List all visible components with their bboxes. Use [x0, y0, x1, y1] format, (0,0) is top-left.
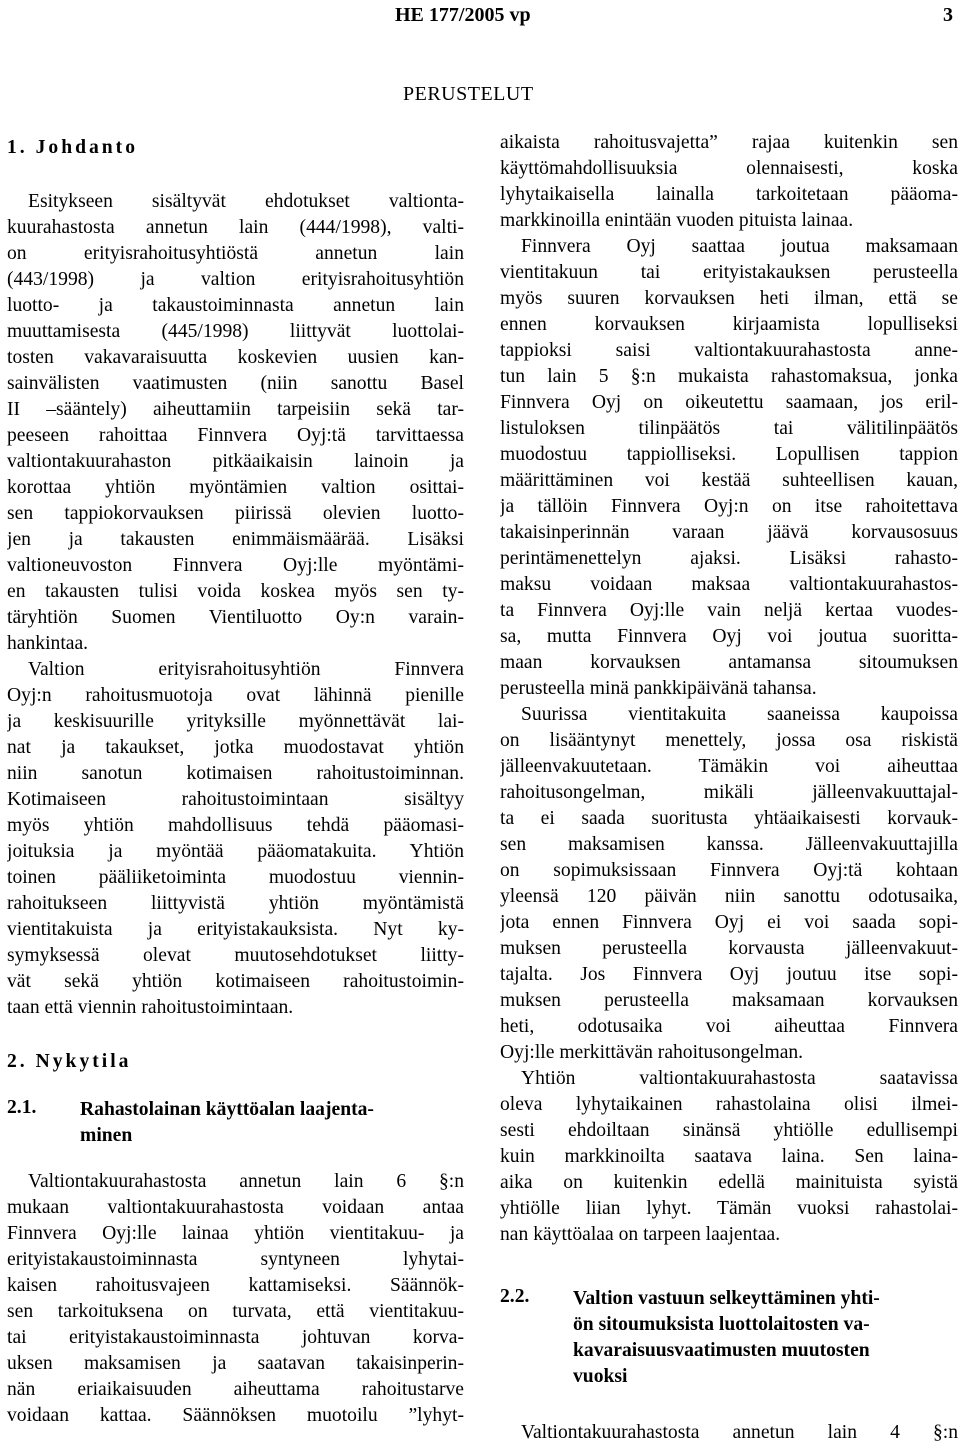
text-line: ja tällöin Finnvera Oyj:n on itse rahoitettava: [500, 496, 958, 517]
text-line: kuin markkinoilta saatava laina. Sen laina-: [500, 1146, 958, 1167]
text-line: tosten vakavaraisuutta koskevien uusien kan-: [7, 347, 464, 368]
text-line: yhtiölle liian lyhyt. Tämän vuoksi rahastolai-: [500, 1198, 958, 1219]
text-line: oleva lyhytaikainen rahastolaina olisi ilmei-: [500, 1094, 958, 1115]
subsection-title-line: vuoksi: [573, 1366, 628, 1387]
right-column: [500, 130, 958, 1446]
text-line: jota ennen Finnvera Oyj ei voi saada sopi-: [500, 912, 958, 933]
text-line: peeseen rahoittaa Finnvera Oyj:tä tarvittaessa: [7, 425, 464, 446]
subsection-title-line: kavaraisuusvaatimusten muutosten: [573, 1340, 870, 1361]
text-line: on erityisrahoitusyhtiöstä annetun lain: [7, 243, 464, 264]
text-line: ennen korvauksen kirjaamista lopulliseksi: [500, 314, 958, 335]
text-line: vientitakuista ja erityistakauksista. Nyt ky-: [7, 919, 464, 940]
paragraph: [500, 130, 958, 234]
text-line: muksen perusteella maksamaan korvauksen: [500, 990, 958, 1011]
text-line: sen maksamisen kanssa. Jälleenvakuuttajilla: [500, 834, 958, 855]
text-line: myös yhtiön mahdollisuus tehdä pääomasi-: [7, 815, 464, 836]
text-line: Yhtiön valtiontakuurahastosta saatavissa: [521, 1068, 958, 1089]
text-line: nän eriaikaisuuden aiheuttama rahoitustarve: [7, 1379, 464, 1400]
subsection-title-line: minen: [80, 1125, 133, 1146]
page-header: [0, 4, 960, 34]
text-line: sen tarkoituksena on turvata, että vientitakuu-: [7, 1301, 464, 1322]
text-line: sainvälisten vaatimusten (niin sanottu Basel: [7, 373, 464, 394]
text-line: sesti ehdoiltaan sinänsä yhtiölle edullisempi: [500, 1120, 958, 1141]
text-line: Kotimaiseen rahoitustoimintaan sisältyy: [7, 789, 464, 810]
paragraph: [500, 1066, 958, 1248]
text-line: aikaista rahoitusvajetta” rajaa kuitenkin sen: [500, 132, 958, 153]
text-line: taan että viennin rahoitustoimintaan.: [7, 997, 294, 1018]
subsection-number: 2.1.: [7, 1097, 37, 1118]
text-line: täryhtiön Suomen Vientiluotto Oy:n varain-: [7, 607, 464, 628]
text-line: valtioneuvoston Finnvera Oyj:lle myöntämi-: [7, 555, 464, 576]
text-line: toinen pääliiketoiminta muodostuu viennin-: [7, 867, 464, 888]
text-line: käyttömahdollisuuksia olennaisesti, koska: [500, 158, 958, 179]
text-line: ja keskisuurille yrityksille myönnettävät lai-: [7, 711, 464, 732]
text-line: rahoitusongelman, mikäli jälleenvakuuttajal-: [500, 782, 958, 803]
paragraph: [7, 657, 464, 1021]
text-line: Oyj:n rahoitusmuotoja ovat lähinnä pienille: [7, 685, 464, 706]
paragraph: [500, 234, 958, 702]
text-line: Finnvera Oyj saattaa joutua maksamaan: [521, 236, 958, 257]
text-line: tun lain 5 §:n mukaista rahastomaksua, jonka: [500, 366, 958, 387]
text-line: tappioksi saisi valtiontakuurahastosta anne-: [500, 340, 958, 361]
section-heading-johdanto: 1. Johdanto: [7, 137, 138, 158]
subsection-title-line: Rahastolainan käyttöalan laajenta-: [80, 1099, 374, 1120]
text-line: sa, mutta Finnvera Oyj voi joutua suoritta-: [500, 626, 958, 647]
text-line: tai erityistakaustoiminnasta johtuvan korva-: [7, 1327, 464, 1348]
subsection-heading-2-2: [500, 1286, 958, 1390]
text-line: Finnvera Oyj:lle lainaa yhtiön vientitakuu- ja: [7, 1223, 464, 1244]
text-line: tajalta. Jos Finnvera Oyj joutuu itse sopi-: [500, 964, 958, 985]
text-line: aika on kuitenkin edellä mainituista syistä: [500, 1172, 958, 1193]
text-line: (443/1998) ja valtion erityisrahoitusyhtiön: [7, 269, 464, 290]
text-line: symyksessä olevat muutosehdotukset liitty-: [7, 945, 464, 966]
text-line: joituksia ja myöntää pääomatakuita. Yhtiön: [7, 841, 464, 862]
text-line: myös suuren korvauksen heti ilman, että se: [500, 288, 958, 309]
text-line: listuloksen tilinpäätös tai välitilinpäätös: [500, 418, 958, 439]
paragraph: [7, 189, 464, 657]
text-line: Oyj:lle merkittävän rahoitusongelman.: [500, 1042, 804, 1063]
text-line: korottaa yhtiön myöntämien valtion osittai-: [7, 477, 464, 498]
subsection-heading-2-1: [7, 1097, 464, 1149]
paragraph: [500, 1420, 958, 1446]
text-line: jälleenvakuutetaan. Tämäkin voi aiheuttaa: [500, 756, 958, 777]
text-line: Valtiontakuurahastosta annetun lain 6 §:n: [28, 1171, 464, 1192]
text-line: en takausten tulisi voida koskea myös sen ty-: [7, 581, 464, 602]
text-line: jen ja takausten enimmäismäärää. Lisäksi: [7, 529, 464, 550]
text-line: kaisen rahoitusvajeen kattamiseksi. Säännök-: [7, 1275, 464, 1296]
text-line: heti, odotusaika voi aiheuttaa Finnvera: [500, 1016, 958, 1037]
text-line: voidaan kattaa. Säännöksen muotoilu ”lyhyt-: [7, 1405, 464, 1426]
text-line: takaisinperinnän varaan jäävä korvausosuus: [500, 522, 958, 543]
text-line: rahoitukseen liittyvistä yhtiön myöntämistä: [7, 893, 464, 914]
text-line: mukaan valtiontakuurahastosta voidaan antaa: [7, 1197, 464, 1218]
text-line: vät sekä yhtiön kotimaiseen rahoitustoimin-: [7, 971, 464, 992]
text-line: vientitakuun tai erityistakauksen perusteella: [500, 262, 958, 283]
text-line: II –sääntely) aiheuttamiin tarpeisiin sekä tar-: [7, 399, 464, 420]
subsection-number: 2.2.: [500, 1286, 530, 1307]
text-line: lyhytaikaisella lainalla tarkoitetaan pääoma-: [500, 184, 958, 205]
text-line: hankintaa.: [7, 633, 89, 654]
text-line: yleensä 120 päivän niin sanottu odotusaika,: [500, 886, 958, 907]
text-line: muuttamisesta (445/1998) liittyvät luottolai-: [7, 321, 464, 342]
text-line: on sopimuksissaan Finnvera Oyj:tä kohtaan: [500, 860, 958, 881]
text-line: ta ei saada suoritusta yhtäaikaisesti korvauk-: [500, 808, 958, 829]
text-line: Valtiontakuurahastosta annetun lain 4 §:n: [521, 1422, 958, 1443]
text-line: Esitykseen sisältyvät ehdotukset valtionta-: [28, 191, 464, 212]
text-line: Finnvera Oyj on oikeutettu saamaan, jos eril-: [500, 392, 958, 413]
text-line: uksen maksamisen ja saatavan takaisinperin-: [7, 1353, 464, 1374]
text-line: maksu voidaan maksaa valtiontakuurahastos-: [500, 574, 958, 595]
text-line: maan korvauksen antamansa sitoumuksen: [500, 652, 958, 673]
text-line: perintämenettelyn ajaksi. Lisäksi rahasto-: [500, 548, 958, 569]
text-line: on lisääntynyt menettely, jossa osa riskistä: [500, 730, 958, 751]
page-number: 3: [943, 4, 953, 26]
text-line: Valtion erityisrahoitusyhtiön Finnvera: [28, 659, 464, 680]
section-heading-nykytila: 2. Nykytila: [7, 1051, 132, 1072]
paragraph: [500, 702, 958, 1066]
text-line: niin sanotun kotimaisen rahoitustoiminnan.: [7, 763, 464, 784]
text-line: kuurahastosta annetun lain (444/1998), valti-: [7, 217, 464, 238]
subsection-title-line: Valtion vastuun selkeyttäminen yhti-: [573, 1288, 880, 1309]
text-line: Suurissa vientitakuita saaneissa kaupoissa: [521, 704, 958, 725]
text-line: nan käyttöalaa on tarpeen laajentaa.: [500, 1224, 781, 1245]
left-column: [7, 83, 464, 1429]
text-line: erityistakaustoiminnasta syntyneen lyhytai-: [7, 1249, 464, 1270]
paragraph: [7, 1169, 464, 1429]
text-line: markkinoilla enintään vuoden pituista lainaa.: [500, 210, 854, 231]
text-line: perusteella minä pankkipäivänä tahansa.: [500, 678, 817, 699]
text-line: ta Finnvera Oyj:lle vain neljä kertaa vuodes-: [500, 600, 958, 621]
text-line: sen tappiokorvauksen piirissä olevien luotto-: [7, 503, 464, 524]
text-line: muodostuu tappiolliseksi. Lopullisen tappion: [500, 444, 958, 465]
text-line: luotto- ja takaustoiminnasta annetun lain: [7, 295, 464, 316]
document-id: HE 177/2005 vp: [395, 4, 531, 26]
section-title: PERUSTELUT: [403, 83, 534, 105]
text-line: valtiontakuurahaston pitkäaikaisin lainoin ja: [7, 451, 464, 472]
text-line: muksen perusteella korvausta jälleenvakuut-: [500, 938, 958, 959]
text-line: määrittäminen voi kestää suhteellisen kauan,: [500, 470, 958, 491]
text-line: nat ja takaukset, jotka muodostavat yhtiön: [7, 737, 464, 758]
subsection-title-line: ön sitoumuksista luottolaitosten va-: [573, 1314, 870, 1335]
